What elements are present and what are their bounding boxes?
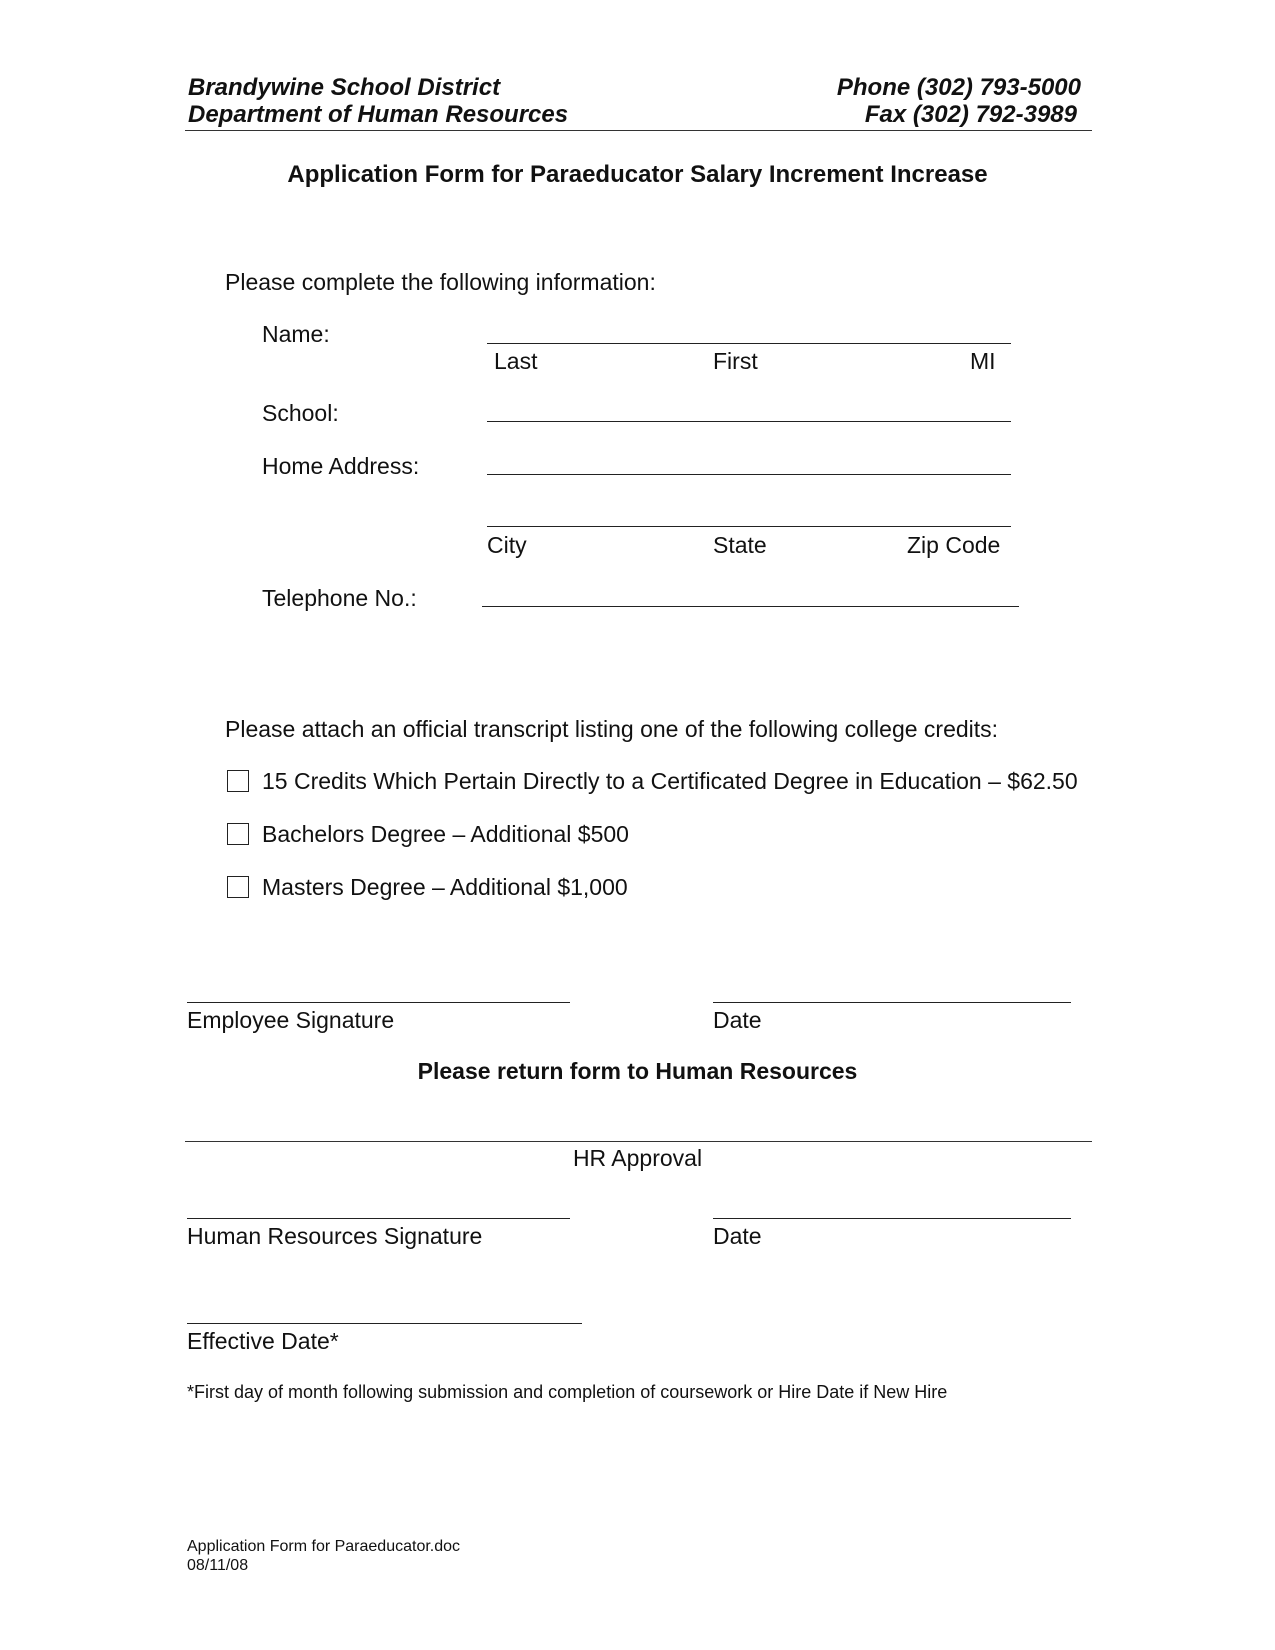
district-name: Brandywine School District xyxy=(188,74,501,101)
last-name-sublabel: Last xyxy=(494,348,538,374)
info-intro: Please complete the following information: xyxy=(225,269,656,295)
effective-date-label: Effective Date* xyxy=(187,1328,339,1354)
employee-signature-field[interactable] xyxy=(187,1002,570,1003)
form-title: Application Form for Paraeducator Salary Increment Increase xyxy=(287,161,988,188)
state-sublabel: State xyxy=(713,532,767,558)
phone-number: Phone (302) 793-5000 xyxy=(836,74,1081,101)
hr-date-field[interactable] xyxy=(713,1218,1071,1219)
hr-approval-divider xyxy=(185,1141,1092,1142)
employee-date-field[interactable] xyxy=(713,1002,1071,1003)
school-label: School: xyxy=(262,400,339,426)
footer-date: 08/11/08 xyxy=(187,1557,249,1574)
name-field[interactable] xyxy=(487,343,1011,344)
telephone-field[interactable] xyxy=(482,606,1019,607)
employee-signature-label: Employee Signature xyxy=(187,1007,395,1033)
header-divider xyxy=(185,130,1092,131)
hr-date-label: Date xyxy=(713,1223,762,1249)
option-bachelors-label: Bachelors Degree – Additional $500 xyxy=(262,821,629,847)
checkbox-15-credits[interactable] xyxy=(227,770,249,792)
option-masters-label: Masters Degree – Additional $1,000 xyxy=(262,874,628,900)
checkbox-bachelors-degree[interactable] xyxy=(227,823,249,845)
option-15-credits-label: 15 Credits Which Pertain Directly to a Certificated Degree in Education – $62.50 xyxy=(262,768,1078,794)
zip-code-sublabel: Zip Code xyxy=(907,532,1001,558)
city-sublabel: City xyxy=(487,532,527,558)
hr-approval-label: HR Approval xyxy=(572,1145,703,1171)
return-note: Please return form to Human Resources xyxy=(417,1058,858,1084)
telephone-label: Telephone No.: xyxy=(262,585,417,611)
school-field[interactable] xyxy=(487,421,1011,422)
department-name: Department of Human Resources xyxy=(188,101,569,128)
credits-intro: Please attach an official transcript listing one of the following college credits: xyxy=(225,716,999,742)
effective-date-footnote: *First day of month following submission and completion of coursework or Hire Date if New Hire xyxy=(187,1382,948,1402)
first-name-sublabel: First xyxy=(713,348,758,374)
city-state-zip-field[interactable] xyxy=(487,526,1011,527)
hr-signature-field[interactable] xyxy=(187,1218,570,1219)
name-label: Name: xyxy=(262,321,330,347)
home-address-label: Home Address: xyxy=(262,453,420,479)
hr-signature-label: Human Resources Signature xyxy=(187,1223,483,1249)
effective-date-field[interactable] xyxy=(187,1323,582,1324)
middle-initial-sublabel: MI xyxy=(970,348,996,374)
checkbox-masters-degree[interactable] xyxy=(227,876,249,898)
fax-number: Fax (302) 792-3989 xyxy=(864,101,1077,128)
employee-date-label: Date xyxy=(713,1007,762,1033)
home-address-field[interactable] xyxy=(487,474,1011,475)
footer-filename: Application Form for Paraeducator.doc xyxy=(187,1538,461,1555)
